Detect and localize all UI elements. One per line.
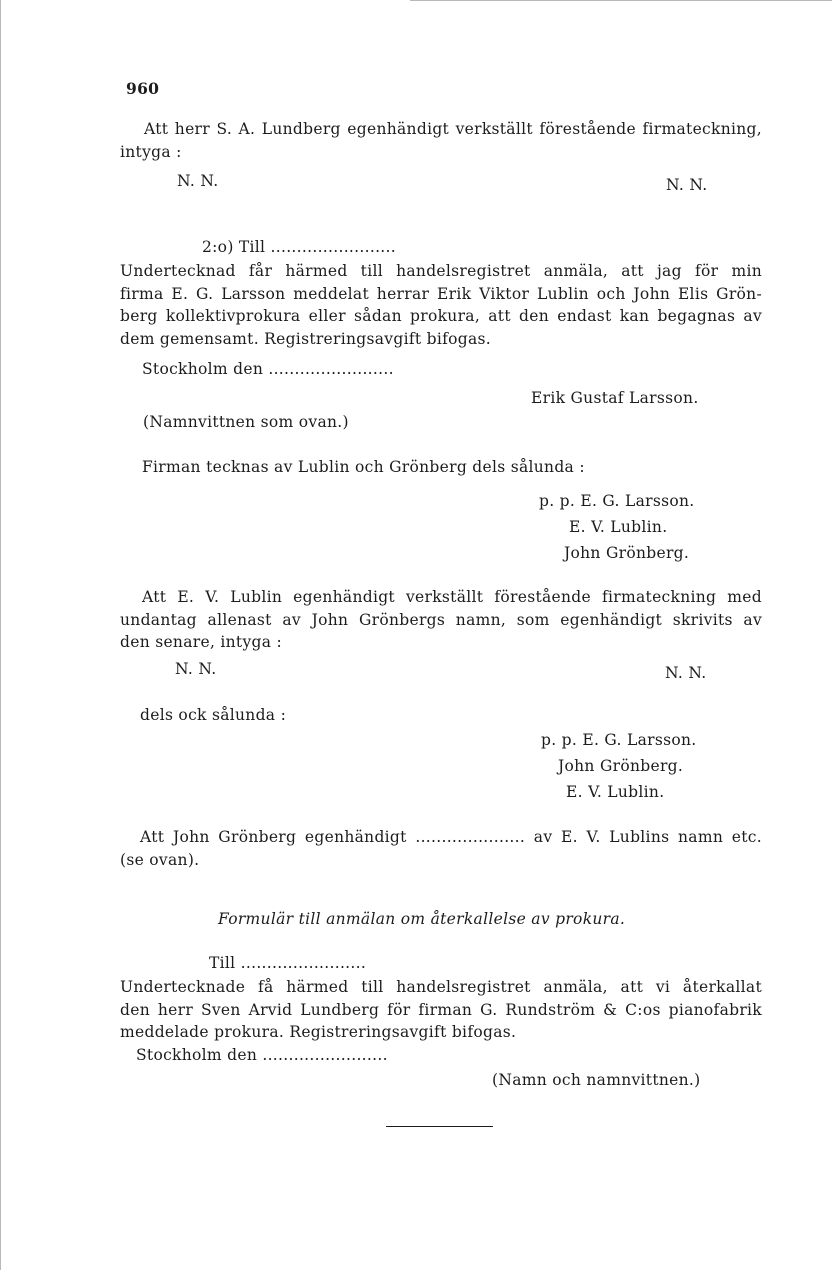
closing-rule [386, 1126, 493, 1127]
signing-block-1-line-3: John Grönberg. [564, 544, 690, 562]
body-line: Undertecknade få härmed till handelsregistret anmäla, att vi återkallat [120, 978, 762, 996]
alt-signing-intro: dels ock sålunda : [140, 706, 287, 724]
body-line: Undertecknad får härmed till handelsregistret anmäla, att jag för min [120, 262, 762, 280]
body-line: berg kollektivprokura eller sådan prokura, att den endast kan begagnas av [120, 307, 762, 326]
signing-block-2-line-1: p. p. E. G. Larsson. [541, 731, 697, 749]
section-3-heading: Till ........................ [209, 954, 367, 972]
section-3-body [120, 976, 762, 1044]
attestation-2 [120, 586, 762, 654]
attestation-3 [120, 826, 762, 871]
place-date-3: Stockholm den ........................ [136, 1046, 388, 1064]
attestation-2-line: den senare, intyga : [120, 633, 283, 652]
body-line: dem gemensamt. Registreringsavgift bifogas. [120, 329, 492, 348]
witness-left-1: N. N. [177, 172, 219, 190]
witness-left-2: N. N. [175, 660, 217, 678]
witness-right-1: N. N. [666, 176, 708, 194]
body-line: meddelade prokura. Registreringsavgift bifogas. [120, 1023, 517, 1042]
attestation-1-line: intyga : [120, 142, 182, 161]
signature-2: Erik Gustaf Larsson. [531, 389, 699, 407]
attestation-3-line: Att John Grönberg egenhändigt ..................... av E. V. Lublins namn etc. [140, 828, 762, 846]
section-2-heading: 2:o) Till ........................ [202, 238, 396, 256]
attestation-2-line: undantag allenast av John Grönbergs namn, som egenhändigt skrivits av [120, 610, 762, 629]
attestation-1-line: Att herr S. A. Lundberg egenhändigt verkställt förestående firmateckning, [144, 120, 762, 138]
signing-intro: Firman tecknas av Lublin och Grönberg dels sålunda : [142, 458, 585, 476]
signing-block-2-line-3: E. V. Lublin. [566, 783, 665, 801]
witness-right-2: N. N. [665, 664, 707, 682]
top-edge-line [410, 0, 832, 1]
signature-note: (Namn och namnvittnen.) [492, 1071, 701, 1089]
body-line: den herr Sven Arvid Lundberg för firman G. Rundström & C:os pianofabrik [120, 1000, 762, 1019]
signing-block-1-line-2: E. V. Lublin. [569, 518, 668, 536]
form-title: Formulär till anmälan om återkallelse av prokura. [218, 910, 626, 928]
page-number: 960 [126, 79, 160, 98]
place-date-2: Stockholm den ........................ [142, 360, 394, 378]
page-edge-line [0, 0, 1, 1270]
body-line: firma E. G. Larsson meddelat herrar Erik Viktor Lublin och John Elis Grön- [120, 284, 762, 303]
witness-note: (Namnvittnen som ovan.) [143, 413, 349, 431]
attestation-3-line: (se ovan). [120, 850, 200, 869]
attestation-2-line: Att E. V. Lublin egenhändigt verkställt förestående firmateckning med [142, 588, 762, 606]
signing-block-2-line-2: John Grönberg. [558, 757, 684, 775]
signing-block-1-line-1: p. p. E. G. Larsson. [539, 492, 695, 510]
attestation-1 [120, 118, 762, 163]
section-2-body [120, 260, 762, 350]
